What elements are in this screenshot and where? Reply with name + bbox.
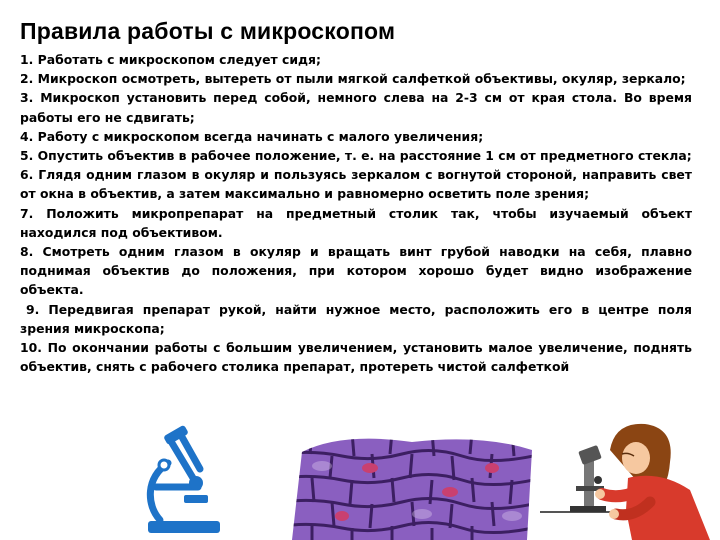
rule-item: 5. Опустить объектив в рабочее положение, т. е. на расстояние 1 см от предметного стекла; [20,148,692,164]
rule-item: 2. Микроскоп осмотреть, вытереть от пыли мягкой салфеткой объективы, окуляр, зеркало; [20,71,686,87]
microscope-icon [138,425,228,540]
rule-item: 4. Работу с микроскопом всегда начинать с малого увеличения; [20,128,484,144]
rule-item: 7. Положить микропрепарат на предметный столик так, чтобы изучаемый объект находился под объективом. [20,205,692,240]
rule-item: 8. Смотреть одним глазом в окуляр и вращать винт грубой наводки на себя, плавно поднимая объектив до положения, при котором хорошо будет видно изображение объекта. [20,244,692,298]
rules-list [20,50,692,376]
plant-cells-icon [282,432,542,540]
rule-item: 6. Глядя одним глазом в окуляр и пользуясь зеркалом с вогнутой стороной, направить свет от окна в объектив, а затем максимально и равномерно осветить поле зрения; [20,167,692,202]
rule-item: 3. Микроскоп установить перед собой, немного слева на 2-3 см от края стола. Во время работы его не сдвигать; [20,90,692,125]
rule-item: 1. Работать с микроскопом следует сидя; [20,52,321,67]
student-with-microscope-icon [540,420,720,540]
rule-item: 9. Передвигая препарат рукой, найти нужное место, расположить его в центре поля зрения микроскопа; [20,301,692,336]
rule-item: 10. По окончании работы с большим увеличением, установить малое увеличение, поднять объектив, снять с рабочего столика препарат, протереть чистой салфеткой [20,340,692,375]
slide-title: Правила работы с микроскопом [20,18,396,44]
